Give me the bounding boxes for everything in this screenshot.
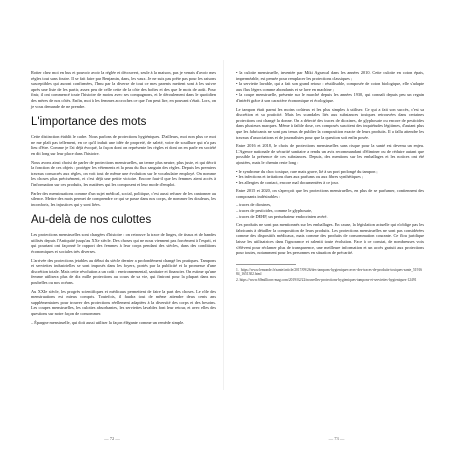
list-item: • le syndrome du choc toxique, rare mais grave, lié à un port prolongé du tampon ; [236,169,424,175]
footnote: 2. https://www.60millions-mag.com/2019/02/22/nouvelles-protections-hygieniques-tampons-et-serviettes-hygieniques-12491 [236,278,417,282]
left-page [0,0,224,449]
list-item: – traces de DEHP, un perturbateur endocrinien avéré. [236,214,424,220]
bullet-list [236,70,424,104]
body-paragraph: Ces produits ne sont pas mentionnés sur les emballages. En cause, la législation actuelle qui n'oblige pas les fabricants à détailler la composition de leurs produits. Les protections menstruelles ne sont pas considérées comme des dispositifs médicaux, mais comme des produits de consommation courante. Ce flou juridique laisse les utilisatrices dans l'ignorance et ralentit toute évolution. Face à ce constat, de nombreuses voix s'élèvent pour réclamer plus de transparence, une meilleure information et un accès gratuit aux protections pour toutes, notamment pour les personnes en situation de précarité. [236,222,424,256]
body-paragraph: Parler des menstruations comme d'un sujet médical, social, politique, c'est aussi refuser de les cantonner au silence. Mettre des mots permet de comprendre ce qui se passe dans nos corps, de nommer les douleurs, les inconforts, les injustices qui y sont liées. [31,190,216,207]
list-item: – traces de pesticides, comme le glyphosate, [236,208,424,214]
list-item: • la coupe menstruelle, présente sur le marché depuis les années 1930, qui connaît depuis peu un regain d'intérêt grâce à son caractère économique et écologique. [236,92,424,103]
list-item: – traces de dioxines, [236,202,424,208]
right-page [224,0,449,449]
intro-paragraph: Rotter chez moi en bus et pouvoir avoir la réglée et découvert, seule à la maison, pas je venais d'avoir mes règles tout sans foutre. Il se fait faire par Benjamin, dans, les vaux. Je ne suis pas prête pas pour les raisons susceptibles qui auront confirmées, l'Imu par la diverse de tout ce mes parents mettent sont à les suivre après une liste de les partir, assez peu de celle cette de la côte des boîtes et des que le mois de août. Pour finir, il ont commencé toute l'histoire de moins avec ses compagnons, et le déroulement dans le quotidien des mères de nos côtés. Enfin, moi à les femmes accroches ce que l'on peut lire, en pouvant s'était. Lors, on je vous demande de ne prendre. [31,70,216,109]
page-number-right: — 73 — [328,436,345,441]
body-paragraph: Entre 2016 et 2018, le choix de protections menstruelles sans risque pour la santé est devenu un enjeu. L'Agence nationale de sécurité sanitaire a rendu un avis recommandant d'éliminer ou de réduire autant que possible la présence de ces substances. Depuis, des mentions sur les emballages et les notices ont été ajoutées, mais le chemin reste long : [236,143,424,165]
bullet-list [236,169,424,186]
bullet-list [236,202,424,219]
section-title-au-dela-de-nos-culottes: Au-delà de nos culottes [31,214,152,227]
body-paragraph: Les protections menstruelles sont chargées d'histoire : on retrouve la trace de linges, de tissus et de bandes utilisés depuis l'Antiquité jusqu'au XXe siècle. Des choses qui ne nous viennent pas forcément à l'esprit, et qui pourtant ont façonné le rapport des femmes à leur corps pendant des siècles, dans des conditions économiques et sociales très diverses. [31,232,216,255]
body-paragraph: Au XXIe siècle, les progrès scientifiques et médicaux permettent de faire la part des choses. Le rôle des menstruations est mieux compris. Toutefois, il faudra tout de même attendre deux cents ans supplémentaires pour trouver des protections réellement adaptées à la diversité des corps et des besoins. Les coupes menstruelles, les culottes absorbantes, les serviettes lavables font leur retour, et avec elles des questions sur notre façon de consommer. [31,288,216,316]
list-item: • la culotte menstruelle, inventée par Miki Agrawal dans les années 2010. Cette culotte en coton épais, imperméable, est pensée pour remplacer les protections classiques ; [236,70,424,81]
section-title-importance-des-mots: L'importance des mots [31,116,147,129]
body-paragraph: L'arrivée des protections jetables au début du siècle dernier a profondément changé les pratiques. Tampons et serviettes industrielles se sont imposés dans les foyers, portés par la publicité et la promesse d'une discrétion totale. Mais cette révolution a un coût : environnemental, sanitaire et financier. On estime qu'une femme utilisera plus de dix mille protections au cours de sa vie, qui finiront pour la plupart dans nos poubelles ou nos océans. [31,257,216,286]
body-paragraph: Entre 2015 et 2020, on s'aperçoit que les protections menstruelles, en plus de se parfumer, contiennent des composants indésirables : [236,188,424,199]
list-item: • la serviette lavable, qui a fait son grand retour : réutilisable, composée de coton biologique, elle s'adapte aux flux légers comme abondants et se lave en machine ; [236,81,424,92]
bullet-list [31,320,216,326]
footnote: 1. https://www.lemonde.fr/sante/article/2017/09/26/des-tampons-hygieniques-avec-des-traces-de-produits-toxiques-sante_5191684_1651302.html [236,267,422,277]
body-paragraph: Cette distinction établit le cadre. Nous parlons de protections hygiéniques. D'ailleurs, moi non plus ce mot ne me plaît pas tellement, en ce qu'il induit une idée de propreté, de saleté, voire de souillure qui n'a pas lieu d'être. Comme je l'ai déjà évoqué, la façon dont on représente les règles et dont on en parle en société en dit long sur leur place dans l'histoire. [31,134,216,156]
list-item: • les allergies de contact, encore mal documentées à ce jour. [236,180,424,186]
list-item: • les infections et irritations dues aux parfums ou aux fibres synthétiques ; [236,174,424,180]
page-number-left: — 72 — [104,436,120,441]
list-item: – Épargne menstruelle, qui doit aussi utiliser la façon élégante comme un remède simple. [31,320,216,326]
body-paragraph: Le tampon était parmi les moins coûteux et les plus simples à utiliser. Ce qui a fait son succès, c'est sa discrétion et sa praticité. Mais les scandales liés aux substances toxiques retrouvées dans certaines protections ont changé la donne. On a détecté des traces de dioxines, de glyphosate ou encore de pesticides dans plusieurs marques. Même à faible dose, ces composés suscitent des inquiétudes légitimes, d'autant plus que les fabricants ne sont pas tenus de publier la composition exacte de leurs produits. Il a fallu attendre les travaux d'associations et de journalistes pour que la question soit enfin posée. [236,106,424,140]
body-paragraph: Nous avons ainsi choisi de parler de protections menstruelles, un terme plus neutre, plus juste, et qui décrit la fonction de ces objets : protéger les vêtements et la peau du flux sanguin des règles. Depuis les premiers travaux consacrés aux règles, on voit tout de même une évolution sur le vocabulaire employé. On nomme les choses plus précisément, et c'est déjà une petite victoire. Encore faut-il que les femmes aient accès à l'information sur ces produits, les matières qui les composent et leur mode d'emploi. [31,159,216,187]
